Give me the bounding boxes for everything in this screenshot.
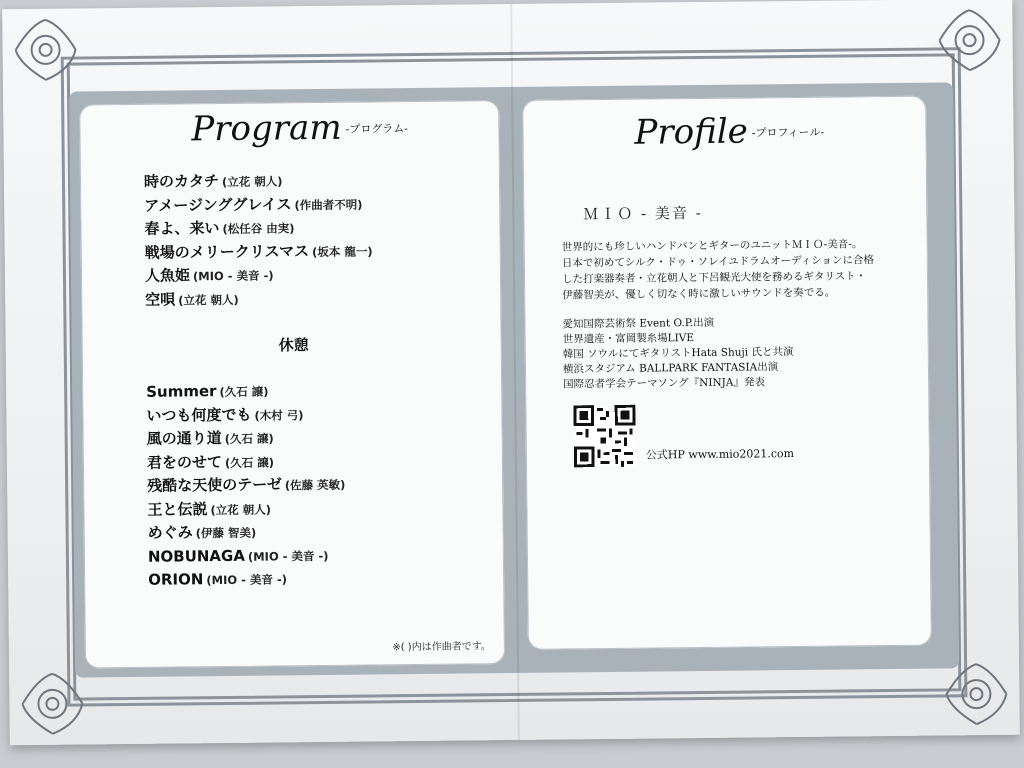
composer: (松任谷 由実) [222, 221, 295, 237]
song-title: 人魚姫 [144, 266, 191, 285]
program-item [145, 261, 373, 287]
program-item [148, 566, 346, 592]
program-panel [79, 100, 505, 668]
program-subtitle: -プログラム- [345, 122, 408, 136]
composer: (木村 弓) [254, 407, 304, 423]
bio-line: 世界的にも珍しいハンドパンとギターのユニットＭＩＯ-美音-。 [561, 238, 863, 254]
program-item [148, 519, 346, 545]
composer: (佐藤 英敏) [284, 477, 346, 493]
program-item [145, 285, 373, 311]
composer: (久石 譲) [224, 431, 274, 447]
song-title: 時のカタチ [143, 172, 220, 191]
program-list-part2 [146, 378, 346, 592]
ornament-corner-top-right [934, 5, 1005, 76]
composer: (久石 譲) [224, 454, 275, 470]
profile-title: Profile [634, 111, 748, 153]
artist-name: ＭＩＯ - 美音 - [583, 203, 703, 224]
program-item [147, 495, 345, 521]
activity-list [562, 314, 903, 393]
activity-item: 愛知国際芸術祭 Event O.P.出演 [562, 316, 715, 331]
song-title: NOBUNAGA [147, 546, 246, 566]
composer: (立花 朝人) [210, 502, 272, 517]
activity-item: 横浜スタジアム BALLPARK FANTASIA出演 [562, 361, 779, 376]
program-item [145, 238, 373, 264]
composer: (作曲者不明) [294, 197, 363, 212]
intermission-label: 休憩 [278, 336, 309, 355]
composer: (伊藤 智美) [195, 525, 257, 541]
program-item [146, 401, 344, 427]
bio-line: 伊藤智美が、優しく切なく時に激しいサウンドを奏でる。 [562, 286, 836, 302]
artist-bio [562, 236, 903, 304]
program-item [144, 214, 372, 240]
song-title: Summer [146, 382, 217, 401]
program-item [147, 425, 345, 451]
song-title: 残酷な天使のテーゼ [147, 475, 282, 495]
composer: (立花 朝人) [178, 292, 239, 307]
program-item [148, 542, 346, 568]
song-title: 春よ、来い [144, 219, 220, 238]
activity-item: 世界遺産・富岡製糸場LIVE [562, 332, 695, 346]
program-item [147, 448, 345, 474]
song-title: めぐみ [147, 523, 193, 542]
program-list-part1 [144, 167, 373, 310]
website-link[interactable]: 公式HP www.mio2021.com [645, 447, 795, 462]
program-leaflet [2, 0, 1020, 745]
composer: (久石 譲) [219, 384, 269, 400]
ornament-corner-top-left [10, 14, 81, 85]
activity-item: 韓国 ソウルにてギタリストHata Shuji 氏と共演 [562, 346, 794, 361]
program-item [144, 167, 372, 193]
song-title: 風の通り道 [146, 429, 222, 448]
program-item [147, 472, 345, 498]
song-title: 王と伝説 [147, 499, 208, 519]
profile-heading [634, 111, 824, 153]
activity-item: 国際忍者学会テーマソング『NINJA』発表 [563, 376, 765, 391]
ornament-corner-bottom-left [17, 668, 88, 739]
composer: (MIO - 美音 -) [247, 548, 329, 564]
program-heading [191, 107, 408, 149]
song-title: いつも何度でも [146, 405, 252, 425]
qr-code-icon[interactable] [573, 405, 636, 468]
song-title: 空唄 [145, 290, 176, 309]
composer: (MIO - 美音 -) [192, 268, 274, 284]
song-title: アメージンググレイス [144, 194, 292, 215]
composer: (立花 朝人) [221, 174, 283, 190]
bio-line: 日本で初めてシルク・ドゥ・ソレイユドラムオーディションに合格 [561, 254, 875, 270]
ornament-corner-bottom-right [941, 659, 1012, 730]
program-title: Program [191, 107, 342, 150]
composer: (MIO - 美音 -) [206, 572, 288, 588]
profile-panel [522, 96, 932, 650]
song-title: ORION [148, 570, 204, 589]
song-title: 君をのせて [146, 452, 223, 472]
bio-line: した打楽器奏者・立花朝人と下呂観光大使を務めるギタリスト・ [561, 270, 867, 286]
composer: (坂本 龍一) [312, 243, 373, 259]
program-item [146, 378, 344, 404]
program-item [144, 191, 372, 217]
composer-footnote: ※( )内は作曲者です。 [392, 641, 491, 654]
song-title: 戦場のメリークリスマス [144, 241, 310, 262]
profile-subtitle: -プロフィール- [751, 125, 825, 140]
